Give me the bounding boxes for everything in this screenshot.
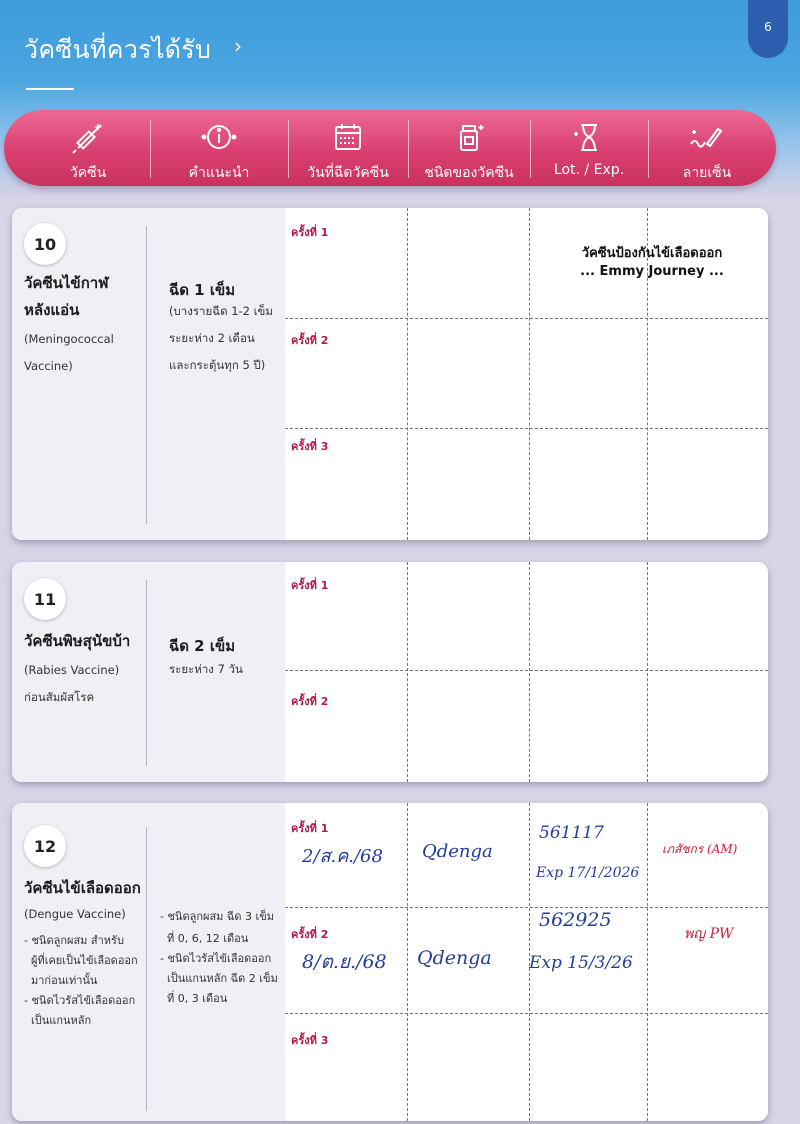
hourglass-icon: [530, 120, 648, 156]
page-title: วัคซีนที่ควรได้รับ: [24, 35, 212, 64]
header-col-advice: [150, 118, 288, 184]
round-label: ครั้งที่ 2: [291, 334, 329, 347]
handwritten-exp: Exp 17/1/2026: [536, 865, 640, 881]
dose-count: ฉีด 2 เข็ม: [169, 637, 236, 655]
round-label: ครั้งที่ 1: [291, 822, 329, 835]
vaccine-card-rabies: [12, 562, 768, 782]
vaccine-english-name: (Rabies Vaccine): [24, 663, 120, 677]
header-label-date: วันที่ฉีดวัคซีน: [307, 165, 389, 181]
grid-line: [285, 907, 768, 908]
header-col-date: [288, 118, 408, 184]
column-divider: [146, 580, 147, 766]
dose-note: และกระตุ้นทุก 5 ปี): [169, 358, 266, 372]
vaccine-english-name: (Dengue Vaccine): [24, 907, 126, 921]
page-number: 6: [748, 0, 788, 58]
dose-note: ระยะห่าง 7 วัน: [169, 662, 243, 676]
dose-count: ฉีด 1 เข็ม: [169, 281, 236, 299]
dose-note: (บางรายฉีด 1-2 เข็ม: [169, 304, 273, 318]
grid-line: [407, 803, 408, 1121]
dose-note: ระยะห่าง 2 เดือน: [169, 331, 255, 345]
round-label: ครั้งที่ 3: [291, 440, 329, 453]
round-label: ครั้งที่ 1: [291, 579, 329, 592]
pen-signature-icon: [648, 120, 766, 156]
vial-icon: [408, 120, 530, 156]
round-label: ครั้งที่ 1: [291, 226, 329, 239]
dose-schedule: เป็นแกนหลัก ฉีด 2 เข็ม: [160, 972, 278, 985]
vaccine-card-meningococcal: [12, 208, 768, 540]
round-label: ครั้งที่ 2: [291, 928, 329, 941]
handwritten-exp: Exp 15/3/26: [529, 953, 633, 973]
column-header-bar: [4, 110, 776, 186]
grid-line: [407, 208, 408, 540]
header-label-lot: Lot. / Exp.: [553, 162, 625, 178]
handwritten-date: 2/ส.ค./68: [302, 846, 383, 867]
info-icon: [150, 120, 288, 156]
handwritten-vaccine-type: Qdenga: [422, 841, 493, 862]
vaccine-name-line: วัคซีนไข้เลือดออก: [24, 879, 141, 897]
round-label: ครั้งที่ 2: [291, 695, 329, 708]
grid-line: [529, 208, 530, 540]
dose-schedule: - ชนิดลูกผสม ฉีด 3 เข็ม: [160, 910, 275, 923]
vaccine-card-dengue: [12, 803, 768, 1121]
signature: เภสัชกร (AM): [662, 842, 738, 856]
calendar-icon: [288, 120, 408, 156]
title-underline: [26, 88, 74, 90]
header-col-lot: [530, 118, 648, 184]
handwritten-vaccine-type: Qdenga: [417, 947, 492, 969]
eligibility-note: มาก่อนเท่านั้น: [24, 974, 98, 987]
grid-line: [285, 1013, 768, 1014]
header-label-signature: ลายเซ็น: [682, 165, 732, 181]
handwritten-lot: 561117: [539, 823, 604, 843]
eligibility-note: ผู้ที่เคยเป็นไข้เลือดออก: [24, 954, 138, 967]
vaccine-english-name: (Meningococcal: [24, 332, 114, 346]
dose-schedule: ที่ 0, 3 เดือน: [160, 992, 228, 1005]
vaccine-condition: ก่อนสัมผัสโรค: [24, 690, 95, 704]
chevron-right-icon: ›: [234, 34, 242, 58]
vaccine-english-name: Vaccine): [24, 359, 73, 373]
grid-line: [285, 318, 768, 319]
syringe-icon: [26, 120, 150, 156]
header-col-signature: [648, 118, 766, 184]
signature: พญ PW: [684, 926, 734, 942]
header-label-advice: คำแนะนำ: [188, 165, 250, 181]
round-label: ครั้งที่ 3: [291, 1034, 329, 1047]
dose-schedule: ที่ 0, 6, 12 เดือน: [160, 932, 249, 945]
column-divider: [146, 226, 147, 524]
column-divider: [146, 827, 147, 1111]
eligibility-note: - ชนิดลูกผสม สำหรับ: [24, 934, 124, 947]
eligibility-note: - ชนิดไวรัสไข้เลือดออก: [24, 994, 136, 1007]
dose-schedule: - ชนิดไวรัสไข้เลือดออก: [160, 952, 272, 965]
vaccine-number-badge: 12: [24, 825, 66, 867]
header-col-type: [408, 118, 530, 184]
grid-line: [647, 562, 648, 782]
vaccine-number-badge: 11: [24, 578, 66, 620]
vaccine-number-badge: 10: [24, 223, 66, 265]
header-label-type: ชนิดของวัคซีน: [424, 165, 514, 181]
vaccine-name-line: วัคซีนพิษสุนัขบ้า: [24, 632, 131, 650]
grid-line: [407, 562, 408, 782]
vaccine-name-line: หลังแอ่น: [24, 301, 80, 319]
header-label-vaccine: วัคซีน: [69, 165, 107, 181]
grid-line: [647, 803, 648, 1121]
header-col-vaccine: [26, 118, 150, 184]
stamp-text: วัคซีนป้องกันไข้เลือดออก: [581, 246, 723, 261]
grid-line: [529, 562, 530, 782]
eligibility-note: เป็นแกนหลัก: [24, 1014, 92, 1027]
grid-line: [285, 428, 768, 429]
grid-line: [285, 670, 768, 671]
handwritten-lot: 562925: [539, 909, 612, 931]
vaccine-name-line: วัคซีนไข้กาฬ: [24, 274, 109, 292]
stamp-text: ... Emmy Journey ...: [580, 264, 724, 279]
handwritten-date: 8/ต.ย./68: [302, 951, 387, 973]
